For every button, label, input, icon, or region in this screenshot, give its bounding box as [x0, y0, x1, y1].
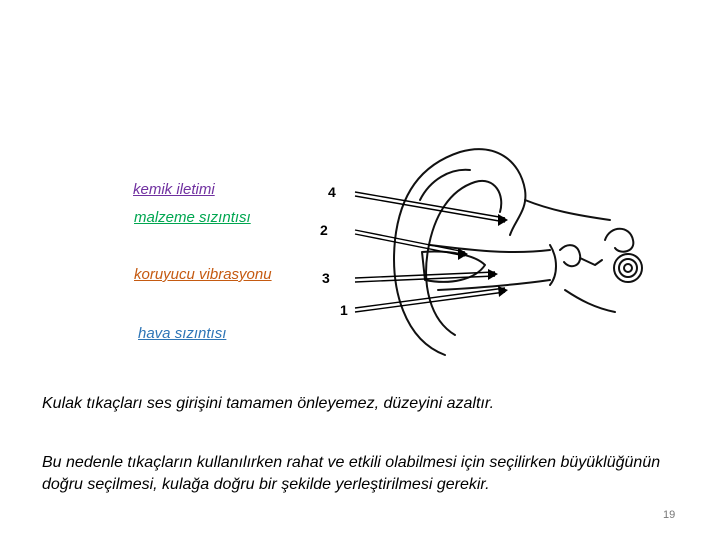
pathway-number-4: 4	[328, 184, 336, 200]
eardrum	[550, 245, 556, 285]
paragraph-1: Kulak tıkaçları ses girişini tamamen önleyemez, düzeyini azaltır.	[42, 395, 495, 412]
label-air-leak: hava sızıntısı	[138, 325, 227, 342]
pathway-number-2: 2	[320, 222, 328, 238]
pathway-number-1: 1	[340, 302, 348, 318]
pathway-number-3: 3	[322, 270, 330, 286]
ossicle-1	[560, 245, 580, 266]
eustachian-tube	[565, 290, 615, 312]
paragraph-2: Bu nedenle tıkaçların kullanılırken rahat ve etkili olabilmesi için seçilirken büyüklüğünün doğru seçilmesi, kulağa doğru bir şekilde yerleştirilmesi gerekir.	[42, 454, 661, 493]
semicircular-canal	[605, 229, 633, 252]
page-number: 19	[663, 509, 676, 521]
skull-bone	[525, 200, 610, 220]
label-protector-vibration: koruyucu vibrasyonu	[134, 266, 272, 283]
arrow-head-3	[488, 269, 498, 280]
pinna-inner	[426, 181, 501, 335]
arrow-head-4	[498, 214, 508, 226]
helix-fold	[420, 170, 470, 200]
ossicle-2	[580, 258, 602, 265]
ear-diagram	[310, 140, 650, 360]
label-material-leak: malzeme sızıntısı	[134, 209, 251, 226]
label-bone-conduction: kemik iletimi	[133, 181, 215, 198]
